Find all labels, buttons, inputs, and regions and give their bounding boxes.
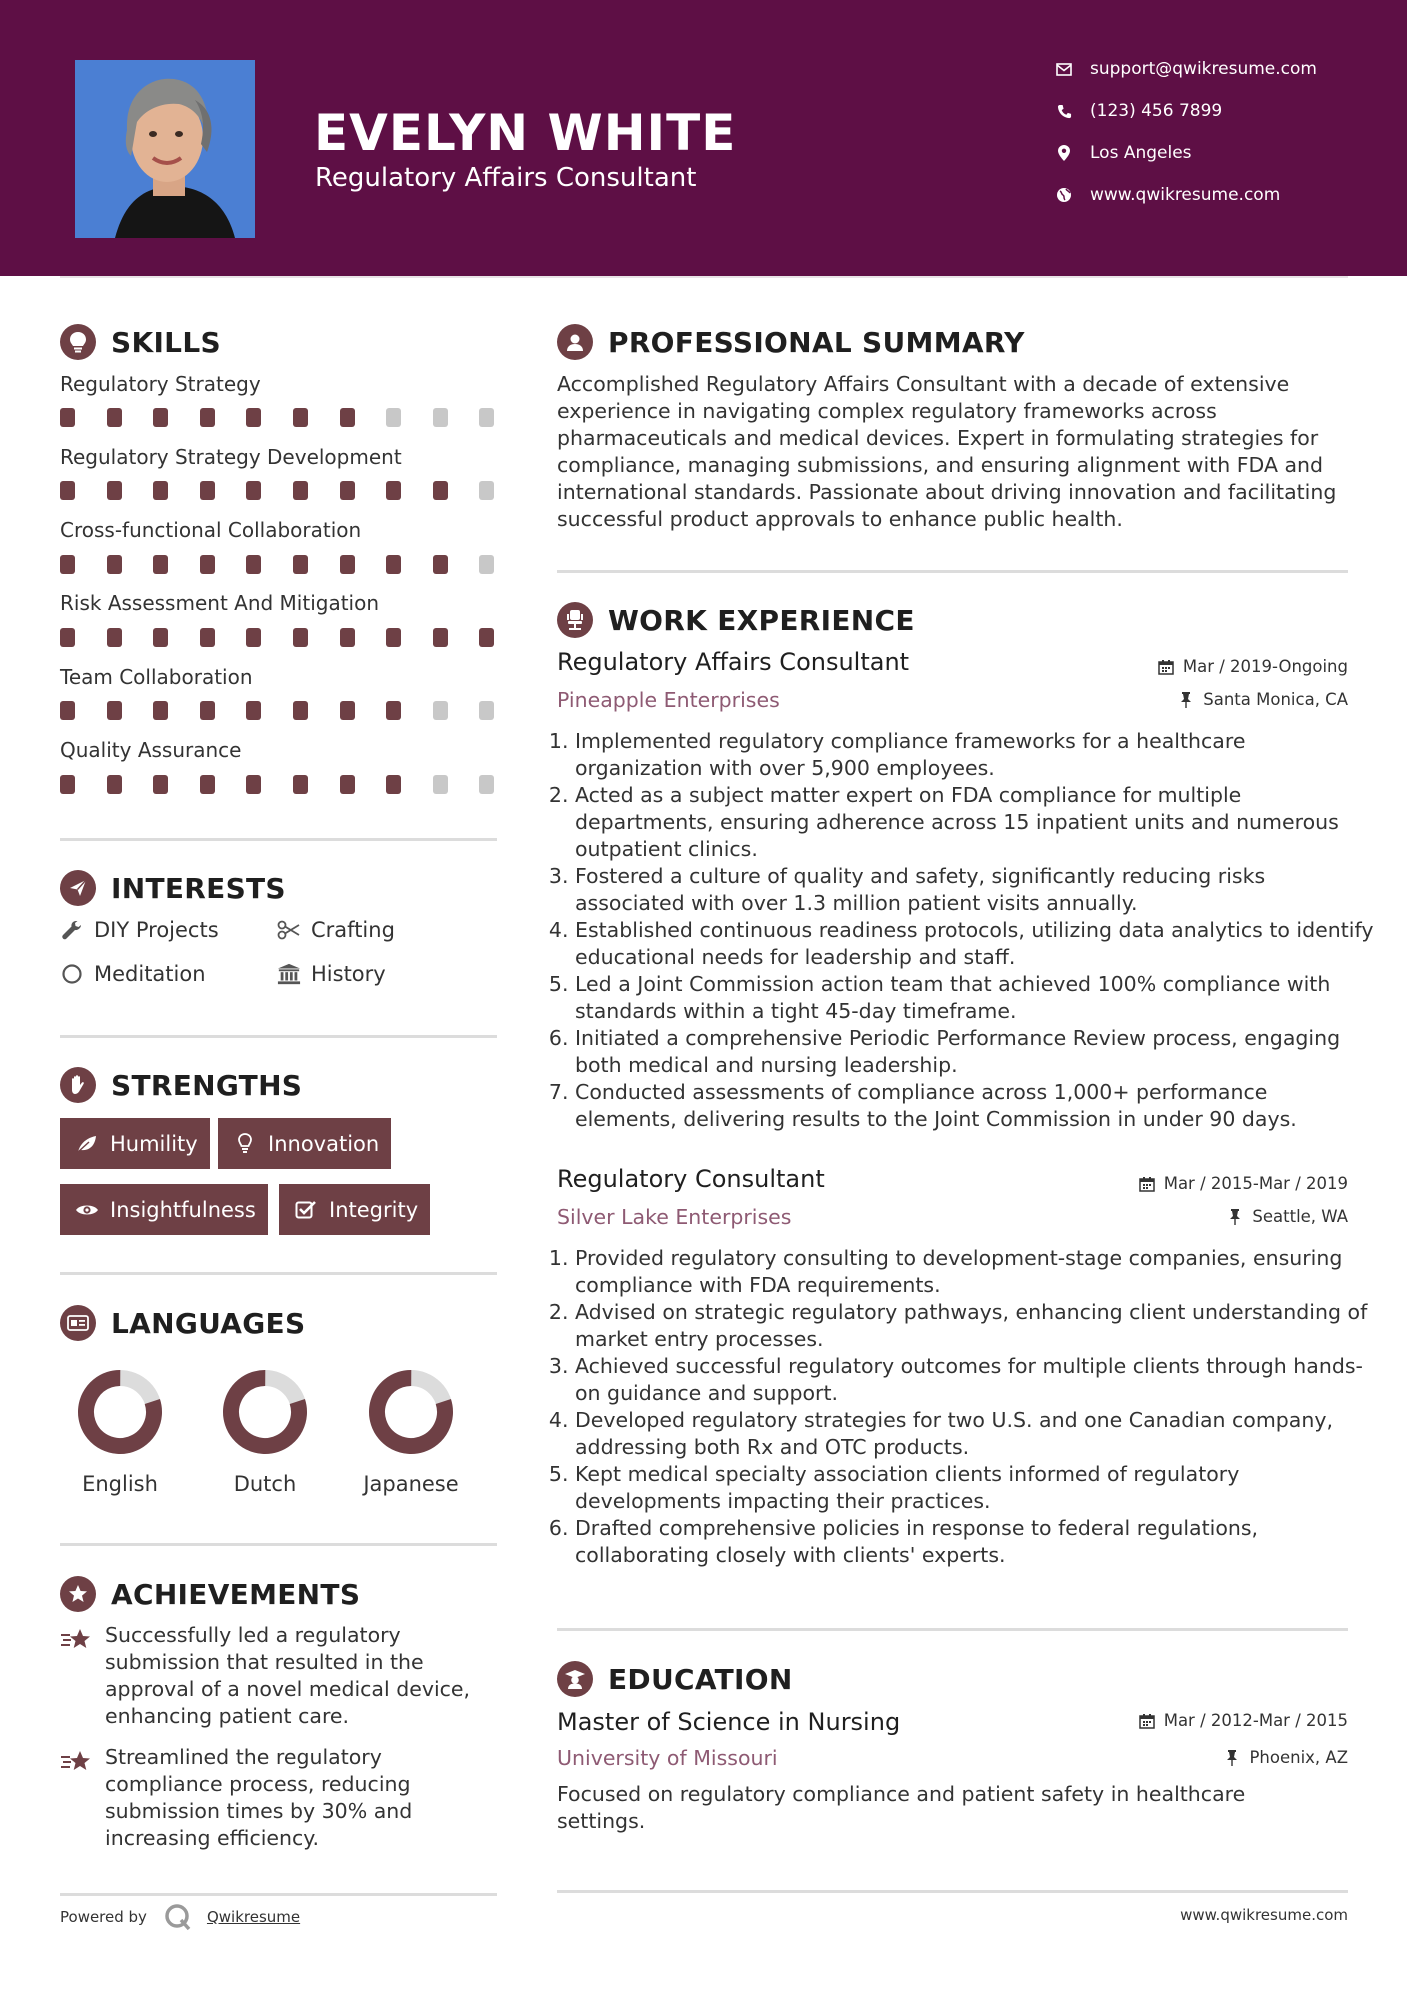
skill-name: Regulatory Strategy xyxy=(60,372,261,396)
donut-fill xyxy=(368,1369,454,1455)
checkbox-icon xyxy=(293,1197,319,1223)
skill-dot-empty xyxy=(479,701,494,720)
summary-text: Accomplished Regulatory Affairs Consultant with a decade of extensive experience in navigating complex regulatory frameworks across pharmaceuticals and medical devices. Expert in formulating strategies for compliance, managing submissions, and ensuring alignment with FDA and international standards. Passionate about driving innovation and facilitating successful product approvals to enhance public health. xyxy=(557,372,1337,531)
star-icon xyxy=(60,1626,92,1654)
skill-dot-filled xyxy=(153,628,168,647)
section-divider xyxy=(60,1035,497,1038)
list-item: 6. Drafted comprehensive policies in response to federal regulations, collaborating closely with clients' experts. xyxy=(575,1515,1375,1569)
pushpin-icon xyxy=(1226,1208,1244,1226)
list-item: 4. Developed regulatory strategies for two U.S. and one Canadian company, addressing both Rx and OTC products. xyxy=(575,1407,1375,1461)
job-responsibilities xyxy=(557,1245,1375,1569)
skill-dot-filled xyxy=(293,628,308,647)
skill-name: Regulatory Strategy Development xyxy=(60,445,402,469)
footer-website[interactable]: www.qwikresume.com xyxy=(1180,1906,1348,1924)
list-item: 1. Provided regulatory consulting to development-stage companies, ensuring compliance with FDA requirements. xyxy=(575,1245,1375,1299)
skill-dot-filled xyxy=(200,408,215,427)
job-title: Regulatory Consultant xyxy=(557,1165,825,1193)
interest-item: DIY Projects xyxy=(60,918,219,942)
section-divider xyxy=(557,1628,1348,1631)
museum-icon xyxy=(277,962,301,986)
list-item: 3. Fostered a culture of quality and safety, significantly reducing risks associated with over 1.3 million patient visits annually. xyxy=(575,863,1375,917)
skill-dot-filled xyxy=(293,775,308,794)
contact-email[interactable] xyxy=(1054,54,1354,84)
candidate-name: EVELYN WHITE xyxy=(314,104,737,162)
skill-dot-filled xyxy=(246,481,261,500)
skill-dot-filled xyxy=(107,555,122,574)
star-icon xyxy=(60,1748,92,1776)
achievements-section-title: ACHIEVEMENTS xyxy=(60,1576,360,1612)
skill-dot-empty xyxy=(479,481,494,500)
skill-dot-filled xyxy=(433,628,448,647)
skill-dot-filled xyxy=(340,701,355,720)
skill-dot-filled xyxy=(479,628,494,647)
list-item: 2. Acted as a subject matter expert on FDA compliance for multiple departments, ensuring adherence across 15 inpatient units and numerous outpatient clinics. xyxy=(575,782,1375,863)
skill-dot-filled xyxy=(340,408,355,427)
section-divider xyxy=(557,1890,1348,1893)
skill-dot-empty xyxy=(479,408,494,427)
circle-icon xyxy=(60,962,84,986)
pushpin-icon xyxy=(1223,1749,1241,1767)
language-label: English xyxy=(82,1472,158,1496)
skill-dot-filled xyxy=(246,628,261,647)
strength-chip: Innovation xyxy=(218,1118,391,1169)
education-section-title: EDUCATION xyxy=(557,1661,793,1697)
globe-icon xyxy=(1054,185,1074,205)
skill-dot-filled xyxy=(60,481,75,500)
donut-fill xyxy=(222,1369,308,1455)
list-item: 5. Kept medical specialty association clients informed of regulatory developments impacting their practices. xyxy=(575,1461,1375,1515)
company-name: Pineapple Enterprises xyxy=(557,688,780,712)
skill-dot-filled xyxy=(386,481,401,500)
language-label: Japanese xyxy=(363,1472,459,1496)
skill-dot-filled xyxy=(293,701,308,720)
map-pin-icon xyxy=(1054,143,1074,163)
skill-dot-filled xyxy=(60,555,75,574)
job-location: Seattle, WA xyxy=(1226,1207,1348,1226)
language-proficiency-donut xyxy=(356,1357,466,1467)
interest-item: History xyxy=(277,962,386,986)
job-date: Mar / 2019-Ongoing xyxy=(1157,657,1348,676)
language-proficiency-donut xyxy=(210,1357,320,1467)
calendar-icon xyxy=(1138,1712,1156,1730)
wrench-icon xyxy=(60,918,84,942)
strength-chip: Integrity xyxy=(279,1184,430,1235)
skill-dot-filled xyxy=(200,775,215,794)
skill-dot-empty xyxy=(433,775,448,794)
skill-dot-filled xyxy=(200,628,215,647)
user-icon xyxy=(557,324,593,360)
leaf-icon xyxy=(74,1131,100,1157)
school-name: University of Missouri xyxy=(557,1746,778,1770)
skill-dot-filled xyxy=(433,481,448,500)
contact-phone-text: (123) 456 7899 xyxy=(1090,101,1223,121)
skill-dot-empty xyxy=(479,555,494,574)
skill-dot-filled xyxy=(200,555,215,574)
profile-photo xyxy=(75,60,255,238)
skill-dot-filled xyxy=(60,701,75,720)
candidate-role: Regulatory Affairs Consultant xyxy=(315,163,697,193)
skill-dot-filled xyxy=(153,408,168,427)
skill-rating xyxy=(60,775,500,795)
contact-email-text: support@qwikresume.com xyxy=(1090,59,1317,79)
contact-location xyxy=(1054,138,1354,168)
pushpin-icon xyxy=(1177,691,1195,709)
job-location: Santa Monica, CA xyxy=(1177,690,1348,709)
contact-location-text: Los Angeles xyxy=(1090,143,1192,163)
skill-dot-filled xyxy=(340,555,355,574)
skills-section-title: SKILLS xyxy=(60,324,221,360)
skill-dot-filled xyxy=(340,481,355,500)
skill-dot-filled xyxy=(60,628,75,647)
interests-section-title: INTERESTS xyxy=(60,870,286,906)
skill-rating xyxy=(60,481,500,501)
skill-dot-filled xyxy=(293,555,308,574)
calendar-icon xyxy=(1138,1175,1156,1193)
contact-phone[interactable] xyxy=(1054,96,1354,126)
strength-chip: Insightfulness xyxy=(60,1184,268,1235)
office-chair-icon xyxy=(557,602,593,638)
skill-dot-filled xyxy=(386,555,401,574)
strength-chip: Humility xyxy=(60,1118,210,1169)
skill-dot-empty xyxy=(433,408,448,427)
education-description: Focused on regulatory compliance and patient safety in healthcare settings. xyxy=(557,1782,1246,1833)
company-name: Silver Lake Enterprises xyxy=(557,1205,792,1229)
footer-powered-by: Powered by Qwikresume xyxy=(60,1902,300,1932)
summary-section-title: PROFESSIONAL SUMMARY xyxy=(557,324,1025,360)
skill-dot-filled xyxy=(200,481,215,500)
skill-name: Cross-functional Collaboration xyxy=(60,518,362,542)
scissors-icon xyxy=(277,918,301,942)
skill-dot-empty xyxy=(386,408,401,427)
lightbulb-icon xyxy=(232,1131,258,1157)
skill-dot-filled xyxy=(107,628,122,647)
skill-rating xyxy=(60,628,500,648)
donut-fill xyxy=(77,1369,163,1455)
education-date: Mar / 2012-Mar / 2015 xyxy=(1138,1711,1348,1730)
eye-icon xyxy=(74,1197,100,1223)
strengths-section-title: STRENGTHS xyxy=(60,1067,302,1103)
degree-title: Master of Science in Nursing xyxy=(557,1708,901,1736)
section-divider xyxy=(60,1893,497,1896)
list-item: 5. Led a Joint Commission action team that achieved 100% compliance with standards within a tight 45-day timeframe. xyxy=(575,971,1375,1025)
skill-dot-filled xyxy=(386,628,401,647)
education-location: Phoenix, AZ xyxy=(1223,1748,1348,1767)
skill-dot-filled xyxy=(153,481,168,500)
list-item: 4. Established continuous readiness protocols, utilizing data analytics to identify educational needs for leadership and staff. xyxy=(575,917,1375,971)
languages-section-title: LANGUAGES xyxy=(60,1305,305,1341)
job-date: Mar / 2015-Mar / 2019 xyxy=(1138,1174,1348,1193)
experience-section-title: WORK EXPERIENCE xyxy=(557,602,915,638)
skill-dot-filled xyxy=(246,408,261,427)
star-badge-icon xyxy=(60,1576,96,1612)
list-item: 1. Implemented regulatory compliance frameworks for a healthcare organization with over 5,900 employees. xyxy=(575,728,1375,782)
list-item: 2. Advised on strategic regulatory pathways, enhancing client understanding of market entry processes. xyxy=(575,1299,1375,1353)
skill-dot-filled xyxy=(340,775,355,794)
section-divider xyxy=(60,1543,497,1546)
list-item: 7. Conducted assessments of compliance across 1,000+ performance elements, delivering results to the Joint Commission in under 90 days. xyxy=(575,1079,1375,1133)
skill-dot-filled xyxy=(107,408,122,427)
skill-rating xyxy=(60,701,500,721)
list-item: 3. Achieved successful regulatory outcomes for multiple clients through hands-on guidance and support. xyxy=(575,1353,1375,1407)
id-card-icon xyxy=(60,1305,96,1341)
calendar-icon xyxy=(1157,658,1175,676)
skill-dot-filled xyxy=(246,701,261,720)
section-divider xyxy=(60,838,497,841)
lightbulb-icon xyxy=(60,324,96,360)
skill-dot-filled xyxy=(386,775,401,794)
contact-website[interactable] xyxy=(1054,180,1354,210)
skill-dot-filled xyxy=(246,775,261,794)
skill-dot-filled xyxy=(293,481,308,500)
header-divider xyxy=(60,276,1348,278)
skill-name: Risk Assessment And Mitigation xyxy=(60,591,380,615)
skill-dot-filled xyxy=(200,701,215,720)
skill-dot-filled xyxy=(60,775,75,794)
language-proficiency-donut xyxy=(65,1357,175,1467)
skill-name: Quality Assurance xyxy=(60,738,242,762)
skill-name: Team Collaboration xyxy=(60,665,253,689)
interest-item: Meditation xyxy=(60,962,206,986)
phone-icon xyxy=(1054,101,1074,121)
skill-dot-filled xyxy=(153,701,168,720)
section-divider xyxy=(60,1272,497,1275)
skill-dot-filled xyxy=(153,555,168,574)
skill-dot-filled xyxy=(107,481,122,500)
paper-plane-icon xyxy=(60,870,96,906)
language-label: Dutch xyxy=(233,1472,297,1496)
skill-dot-empty xyxy=(479,775,494,794)
skill-dot-filled xyxy=(433,555,448,574)
skill-dot-filled xyxy=(107,701,122,720)
skill-dot-filled xyxy=(60,408,75,427)
header xyxy=(0,0,1407,276)
skill-dot-filled xyxy=(340,628,355,647)
qwikresume-logo-icon xyxy=(163,1902,193,1932)
skill-rating xyxy=(60,408,500,428)
skill-dot-empty xyxy=(433,701,448,720)
job-title: Regulatory Affairs Consultant xyxy=(557,648,910,676)
skill-dot-filled xyxy=(107,775,122,794)
envelope-icon xyxy=(1054,59,1074,79)
list-item: 6. Initiated a comprehensive Periodic Performance Review process, engaging both medical and nursing leadership. xyxy=(575,1025,1375,1079)
job-responsibilities xyxy=(557,728,1375,1133)
section-divider xyxy=(557,570,1348,573)
qwikresume-link[interactable]: Qwikresume xyxy=(206,1908,301,1926)
skill-dot-filled xyxy=(293,408,308,427)
hand-icon xyxy=(60,1067,96,1103)
interest-item: Crafting xyxy=(277,918,395,942)
skill-dot-filled xyxy=(246,555,261,574)
graduate-icon xyxy=(557,1661,593,1697)
skill-dot-filled xyxy=(153,775,168,794)
contact-website-text: www.qwikresume.com xyxy=(1090,185,1281,205)
skill-rating xyxy=(60,555,500,575)
skill-dot-filled xyxy=(386,701,401,720)
